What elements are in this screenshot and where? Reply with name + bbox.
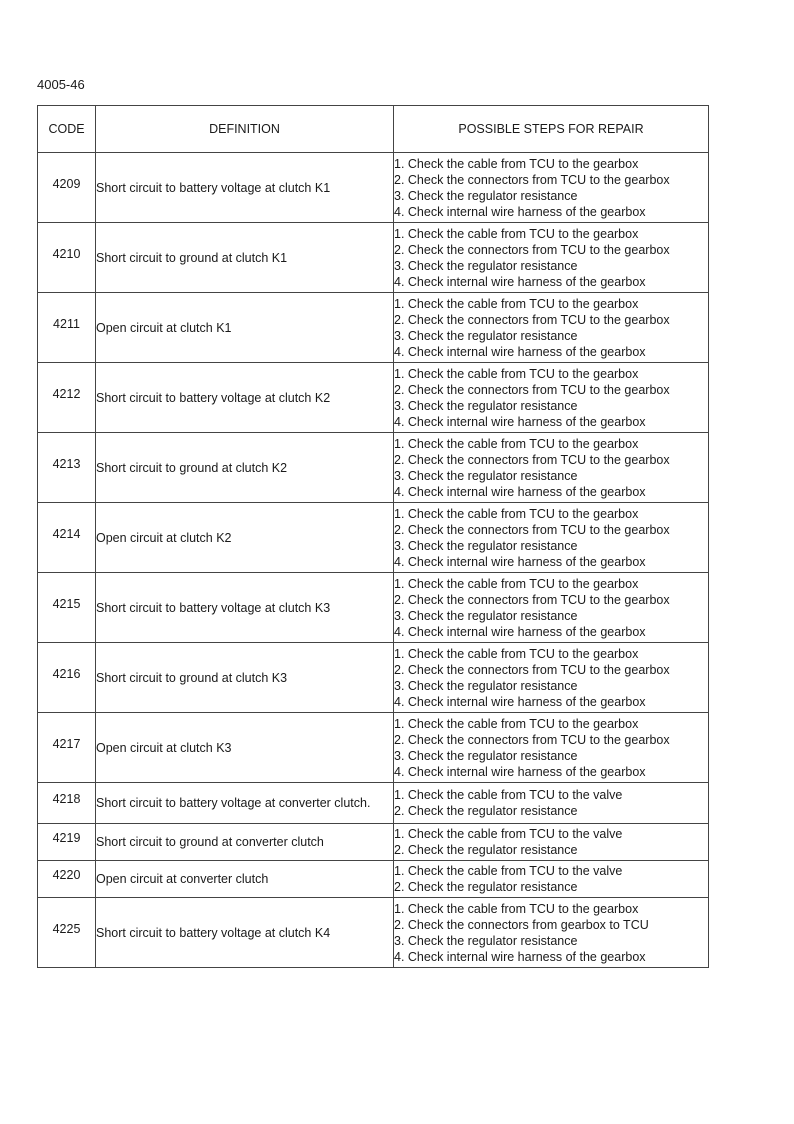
repair-step: 2. Check the connectors from TCU to the gearbox <box>394 312 670 327</box>
table-row <box>38 293 709 363</box>
repair-steps-list <box>394 646 708 710</box>
repair-step: 1. Check the cable from TCU to the gearbox <box>394 226 639 241</box>
repair-step: 1. Check the cable from TCU to the gearbox <box>394 366 639 381</box>
repair-steps-list <box>394 296 708 360</box>
repair-step: 3. Check the regulator resistance <box>394 328 578 343</box>
repair-step: 4. Check internal wire harness of the gearbox <box>394 764 646 779</box>
repair-step: 3. Check the regulator resistance <box>394 538 578 553</box>
repair-step: 1. Check the cable from TCU to the valve <box>394 788 623 802</box>
repair-step: 2. Check the connectors from TCU to the gearbox <box>394 452 670 467</box>
table-row <box>38 573 709 643</box>
repair-step: 1. Check the cable from TCU to the gearbox <box>394 436 639 451</box>
code-cell <box>38 223 96 293</box>
definition-cell: Short circuit to ground at clutch K1 <box>96 223 394 293</box>
code-cell <box>38 643 96 713</box>
repair-step: 3. Check the regulator resistance <box>394 258 578 273</box>
repair-step: 4. Check internal wire harness of the gearbox <box>394 484 646 499</box>
repair-step: 2. Check the connectors from TCU to the gearbox <box>394 662 670 677</box>
table-body <box>38 153 709 968</box>
repair-step: 2. Check the connectors from TCU to the gearbox <box>394 592 670 607</box>
repair-step: 2. Check the connectors from TCU to the gearbox <box>394 172 670 187</box>
repair-steps-cell <box>394 824 709 861</box>
repair-step: 1. Check the cable from TCU to the gearbox <box>394 646 639 661</box>
code-cell <box>38 433 96 503</box>
repair-steps-cell <box>394 223 709 293</box>
repair-step: 1. Check the cable from TCU to the gearbox <box>394 296 639 311</box>
fault-code: 4215 <box>52 596 81 611</box>
repair-step: 3. Check the regulator resistance <box>394 678 578 693</box>
code-cell <box>38 573 96 643</box>
repair-steps-list <box>394 506 708 570</box>
definition-cell: Short circuit to ground at clutch K2 <box>96 433 394 503</box>
repair-steps-list <box>394 576 708 640</box>
fault-code: 4225 <box>52 921 81 936</box>
repair-step: 4. Check internal wire harness of the gearbox <box>394 414 646 429</box>
table-row <box>38 861 709 898</box>
table-row <box>38 643 709 713</box>
repair-step: 4. Check internal wire harness of the gearbox <box>394 694 646 709</box>
table-row <box>38 898 709 968</box>
table-row <box>38 433 709 503</box>
repair-steps-cell <box>394 503 709 573</box>
repair-step: 2. Check the connectors from TCU to the gearbox <box>394 242 670 257</box>
repair-step: 2. Check the connectors from TCU to the gearbox <box>394 522 670 537</box>
repair-steps-list <box>394 156 708 220</box>
repair-steps-list <box>394 901 708 965</box>
table-header-row <box>38 106 709 153</box>
table-row <box>38 783 709 824</box>
fault-code: 4210 <box>52 246 81 261</box>
repair-steps-cell <box>394 861 709 898</box>
repair-steps-cell <box>394 153 709 223</box>
code-cell <box>38 713 96 783</box>
fault-code: 4212 <box>52 386 81 401</box>
code-cell <box>38 898 96 968</box>
repair-steps-cell <box>394 898 709 968</box>
repair-step: 3. Check the regulator resistance <box>394 608 578 623</box>
code-cell <box>38 293 96 363</box>
repair-step: 1. Check the cable from TCU to the gearbox <box>394 156 639 171</box>
repair-step: 1. Check the cable from TCU to the valve <box>394 827 623 841</box>
page-number: 4005-46 <box>37 77 85 92</box>
repair-steps-list <box>394 863 708 895</box>
header-repair-steps: POSSIBLE STEPS FOR REPAIR <box>394 106 709 153</box>
table-row <box>38 363 709 433</box>
table-row <box>38 713 709 783</box>
definition-cell: Short circuit to ground at converter clutch <box>96 824 394 861</box>
repair-step: 3. Check the regulator resistance <box>394 748 578 763</box>
fault-code: 4209 <box>52 176 81 191</box>
repair-step: 3. Check the regulator resistance <box>394 933 578 948</box>
header-definition: DEFINITION <box>96 106 394 153</box>
code-cell <box>38 503 96 573</box>
definition-cell: Open circuit at converter clutch <box>96 861 394 898</box>
repair-step: 2. Check the regulator resistance <box>394 804 578 818</box>
header-code: CODE <box>38 106 96 153</box>
repair-step: 1. Check the cable from TCU to the gearbox <box>394 901 639 916</box>
fault-code-table <box>37 105 709 968</box>
repair-step: 3. Check the regulator resistance <box>394 398 578 413</box>
definition-cell: Short circuit to battery voltage at clutch K2 <box>96 363 394 433</box>
definition-cell: Short circuit to battery voltage at clutch K4 <box>96 898 394 968</box>
fault-code: 4218 <box>52 792 81 806</box>
fault-code: 4216 <box>52 666 81 681</box>
repair-step: 1. Check the cable from TCU to the gearbox <box>394 506 639 521</box>
repair-steps-cell <box>394 713 709 783</box>
definition-cell: Open circuit at clutch K2 <box>96 503 394 573</box>
table-row <box>38 153 709 223</box>
repair-step: 3. Check the regulator resistance <box>394 468 578 483</box>
definition-cell: Short circuit to battery voltage at clutch K1 <box>96 153 394 223</box>
definition-cell: Short circuit to ground at clutch K3 <box>96 643 394 713</box>
code-cell <box>38 783 96 824</box>
code-cell <box>38 824 96 861</box>
code-cell <box>38 363 96 433</box>
repair-step: 3. Check the regulator resistance <box>394 188 578 203</box>
repair-steps-cell <box>394 293 709 363</box>
fault-code: 4219 <box>52 831 81 845</box>
repair-step: 1. Check the cable from TCU to the gearbox <box>394 576 639 591</box>
repair-step: 2. Check the regulator resistance <box>394 843 578 857</box>
repair-step: 2. Check the regulator resistance <box>394 880 578 894</box>
repair-step: 4. Check internal wire harness of the gearbox <box>394 624 646 639</box>
repair-step: 4. Check internal wire harness of the gearbox <box>394 204 646 219</box>
repair-step: 4. Check internal wire harness of the gearbox <box>394 274 646 289</box>
repair-steps-cell <box>394 433 709 503</box>
fault-code: 4220 <box>52 868 81 882</box>
repair-steps-list <box>394 436 708 500</box>
repair-steps-list <box>394 226 708 290</box>
repair-steps-cell <box>394 363 709 433</box>
repair-step: 2. Check the connectors from TCU to the gearbox <box>394 732 670 747</box>
table-row <box>38 503 709 573</box>
repair-step: 1. Check the cable from TCU to the valve <box>394 864 623 878</box>
repair-steps-cell <box>394 573 709 643</box>
table-row <box>38 824 709 861</box>
fault-code: 4217 <box>52 736 81 751</box>
repair-steps-cell <box>394 783 709 824</box>
fault-code: 4214 <box>52 526 81 541</box>
code-cell <box>38 861 96 898</box>
definition-cell: Short circuit to battery voltage at converter clutch. <box>96 783 394 824</box>
repair-steps-list <box>394 826 708 858</box>
repair-steps-list <box>394 366 708 430</box>
fault-code: 4213 <box>52 456 81 471</box>
repair-steps-list <box>394 716 708 780</box>
definition-cell: Short circuit to battery voltage at clutch K3 <box>96 573 394 643</box>
definition-cell: Open circuit at clutch K3 <box>96 713 394 783</box>
repair-steps-list <box>394 787 708 819</box>
repair-step: 4. Check internal wire harness of the gearbox <box>394 344 646 359</box>
code-cell <box>38 153 96 223</box>
repair-step: 1. Check the cable from TCU to the gearbox <box>394 716 639 731</box>
repair-step: 4. Check internal wire harness of the gearbox <box>394 554 646 569</box>
repair-step: 2. Check the connectors from gearbox to TCU <box>394 917 649 932</box>
fault-code: 4211 <box>53 316 80 331</box>
table-row <box>38 223 709 293</box>
repair-steps-cell <box>394 643 709 713</box>
repair-step: 4. Check internal wire harness of the gearbox <box>394 949 646 964</box>
repair-step: 2. Check the connectors from TCU to the gearbox <box>394 382 670 397</box>
definition-cell: Open circuit at clutch K1 <box>96 293 394 363</box>
